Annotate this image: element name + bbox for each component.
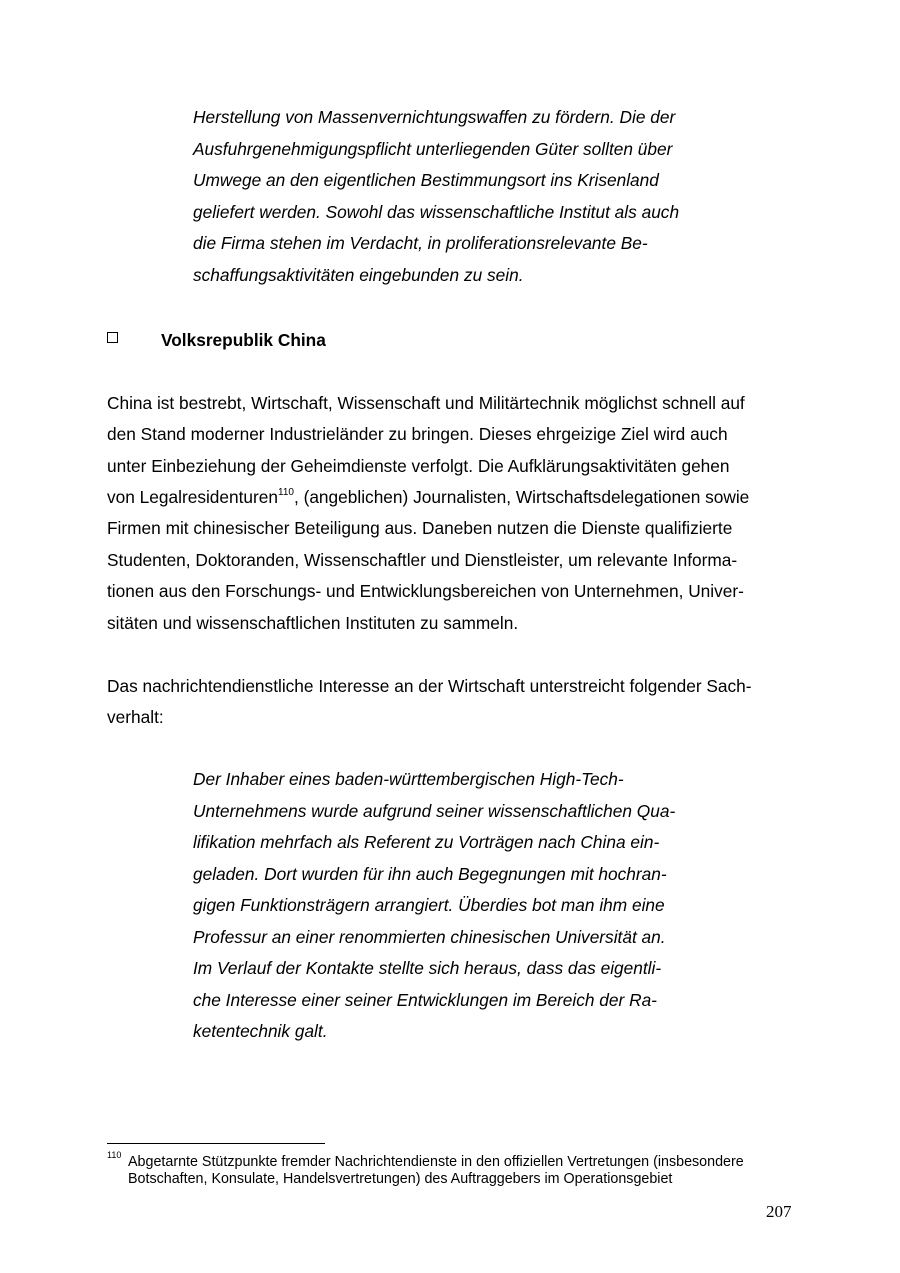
- paragraph2-line: verhalt:: [107, 707, 164, 727]
- paragraph1-line: tionen aus den Forschungs- und Entwicklungsbereichen von Unternehmen, Univer-: [107, 581, 744, 601]
- paragraph2-line: Das nachrichtendienstliche Interesse an der Wirtschaft unterstreicht folgender Sach-: [107, 676, 752, 696]
- footnote-line: Botschaften, Konsulate, Handelsvertretungen) des Auftraggebers im Operationsgebiet: [128, 1171, 673, 1187]
- paragraph1-line: sitäten und wissenschaftlichen Instituten zu sammeln.: [107, 613, 519, 633]
- paragraph1-line-rest: , (angeblichen) Journalisten, Wirtschaftsdelegationen sowie: [293, 487, 750, 507]
- quote2-line: Professur an einer renommierten chinesischen Universität an.: [193, 927, 666, 947]
- checkbox-bullet-icon: [107, 332, 118, 343]
- quote1-line: schaffungsaktivitäten eingebunden zu sein.: [193, 265, 524, 285]
- quote2-line: lifikation mehrfach als Referent zu Vorträgen nach China ein-: [193, 832, 660, 852]
- paragraph1-line: unter Einbeziehung der Geheimdienste verfolgt. Die Aufklärungsaktivitäten gehen: [107, 456, 730, 476]
- quote2-line: geladen. Dort wurden für ihn auch Begegnungen mit hochran-: [193, 864, 667, 884]
- quote1-line: die Firma stehen im Verdacht, in proliferationsrelevante Be-: [193, 233, 648, 253]
- quote2-line: Im Verlauf der Kontakte stellte sich heraus, dass das eigentli-: [193, 958, 662, 978]
- paragraph1-line-start: von Legalresidenturen: [107, 487, 279, 507]
- quote2-line: che Interesse einer seiner Entwicklungen im Bereich der Ra-: [193, 990, 657, 1010]
- quote1-line: Herstellung von Massenvernichtungswaffen zu fördern. Die der: [193, 107, 676, 127]
- paragraph1-line-with-footnote: [107, 489, 749, 506]
- quote1-line: Umwege an den eigentlichen Bestimmungsort ins Krisenland: [193, 170, 659, 190]
- footnote-number: 110: [107, 1150, 122, 1160]
- footnote-separator: [107, 1143, 325, 1144]
- footnote-line: Abgetarnte Stützpunkte fremder Nachrichtendienste in den offiziellen Vertretungen (insbesondere: [128, 1154, 744, 1170]
- paragraph1-line: China ist bestrebt, Wirtschaft, Wissenschaft und Militärtechnik möglichst schnell auf: [107, 393, 745, 413]
- paragraph1-line: den Stand moderner Industrieländer zu bringen. Dieses ehrgeizige Ziel wird auch: [107, 424, 728, 444]
- quote1-line: geliefert werden. Sowohl das wissenschaftliche Institut als auch: [193, 202, 680, 222]
- quote2-line: Der Inhaber eines baden-württembergischen High-Tech-: [193, 769, 624, 789]
- footnote-reference: 110: [278, 487, 294, 498]
- paragraph1-line: Firmen mit chinesischer Beteiligung aus. Daneben nutzen die Dienste qualifizierte: [107, 518, 733, 538]
- page-number: 207: [766, 1202, 792, 1221]
- paragraph1-line: Studenten, Doktoranden, Wissenschaftler und Dienstleister, um relevante Informa-: [107, 550, 738, 570]
- quote2-line: ketentechnik galt.: [193, 1021, 328, 1041]
- quote2-line: gigen Funktionsträgern arrangiert. Überdies bot man ihm eine: [193, 895, 665, 915]
- quote1-line: Ausfuhrgenehmigungspflicht unterliegenden Güter sollten über: [193, 139, 673, 159]
- section-title: Volksrepublik China: [161, 330, 326, 350]
- quote2-line: Unternehmens wurde aufgrund seiner wissenschaftlichen Qua-: [193, 801, 676, 821]
